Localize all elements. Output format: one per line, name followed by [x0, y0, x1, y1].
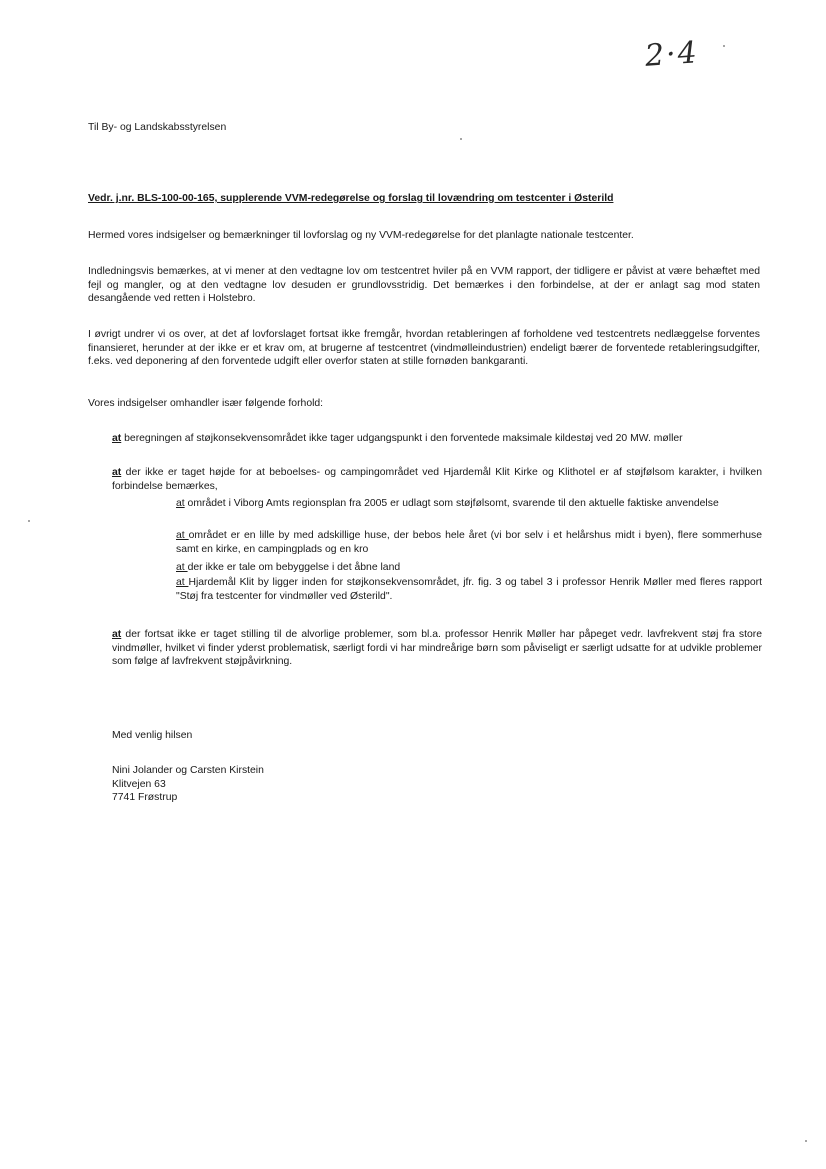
objections-lead: Vores indsigelser omhandler især følgende forhold: — [88, 398, 324, 409]
point-text: der fortsat ikke er taget stilling til de alvorlige problemer, som bl.a. professor Henrik Møller har påpeget vedr. lavfrekvent støj fra store vindmøller, hvilket vi finder yderst problematisk, særligt fordi vi har mindreårige børn som påviseligt er særligt udsatte for at udvikle problemer som følge af lavfrekvent støjpåvirkning. — [112, 629, 762, 667]
objection-point-2 — [112, 466, 762, 493]
sender-city: 7741 Frøstrup — [112, 792, 178, 803]
sub-point-3 — [176, 561, 762, 575]
objection-point-3 — [112, 628, 762, 669]
sub-point-1 — [176, 497, 762, 511]
closing-salutation: Med venlig hilsen — [112, 730, 193, 741]
addressee: Til By- og Landskabsstyrelsen — [88, 122, 227, 133]
sub-point-text: der ikke er tale om bebyggelse i det åbne land — [187, 562, 401, 573]
handwritten-page-mark: 2·4 — [643, 35, 700, 74]
at-marker: at — [176, 562, 188, 573]
sub-point-text: området i Viborg Amts regionsplan fra 2005 er udlagt som støjfølsomt, svarende til den aktuelle faktiske anvendelse — [184, 498, 719, 509]
sub-point-2 — [176, 529, 762, 556]
sub-point-text: Hjardemål Klit by ligger inden for støjkonsekvensområdet, jfr. fig. 3 og tabel 3 i professor Henrik Møller med fleres rapport "Støj fra testcenter for vindmøller ved Østerild". — [176, 577, 762, 602]
scan-speck — [28, 520, 30, 522]
at-marker: at — [176, 577, 189, 588]
sender-address — [112, 764, 264, 805]
sub-point-4 — [176, 576, 762, 603]
at-marker: at — [112, 629, 122, 640]
paragraph-2: I øvrigt undrer vi os over, at det af lovforslaget fortsat ikke fremgår, hvordan retableringen af forholdene ved testcentrets nedlæggelse forventes finansieret, herunder at der ikke er et krav om, at brugerne af testcentret (vindmølleindustrien) endeligt bærer de forventede retableringsudgifter, f.eks. ved deponering af den forventede udgift eller overfor staten at stille fornøden bankgaranti. — [88, 329, 760, 367]
at-marker: at — [112, 433, 122, 444]
at-marker: at — [176, 498, 185, 509]
point-text: beregningen af støjkonsekvensområdet ikke tager udgangspunkt i den forventede maksimale kildestøj ved 20 MW. møller — [121, 433, 683, 444]
paragraph-1: Indledningsvis bemærkes, at vi mener at den vedtagne lov om testcentret hviler på en VVM rapport, der tidligere er påvist at være behæftet med fejl og mangler, og at den vedtagne lov desuden er grundlovsstridig. Det bemærkes i den forbindelse, at der er anlagt sag mod staten desangående ved retten i Holstebro. — [88, 266, 760, 304]
at-marker: at — [176, 530, 189, 541]
scan-speck — [805, 1140, 807, 1142]
subject-line: Vedr. j.nr. BLS-100-00-165, supplerende VVM-redegørelse og forslag til lovændring om testcenter i Østerild — [88, 193, 614, 204]
objection-point-1 — [112, 432, 762, 446]
sender-street: Klitvejen 63 — [112, 778, 166, 790]
sender-names: Nini Jolander og Carsten Kirstein — [112, 765, 264, 776]
scan-speck — [460, 138, 462, 140]
at-marker: at — [112, 467, 122, 478]
intro-paragraph: Hermed vores indsigelser og bemærkninger til lovforslag og ny VVM-redegørelse for det planlagte nationale testcenter. — [88, 230, 634, 241]
point-text: der ikke er taget højde for at beboelses- og campingområdet ved Hjardemål Klit Kirke og Klithotel er af støjfølsom karakter, i hvilken forbindelse bemærkes, — [112, 467, 762, 492]
scan-speck — [723, 45, 725, 47]
sub-point-text: området er en lille by med adskillige huse, der bebos hele året (vi bor selv i et helårshus midt i byen), flere sommerhuse samt en kirke, en campingplads og en kro — [176, 530, 762, 555]
